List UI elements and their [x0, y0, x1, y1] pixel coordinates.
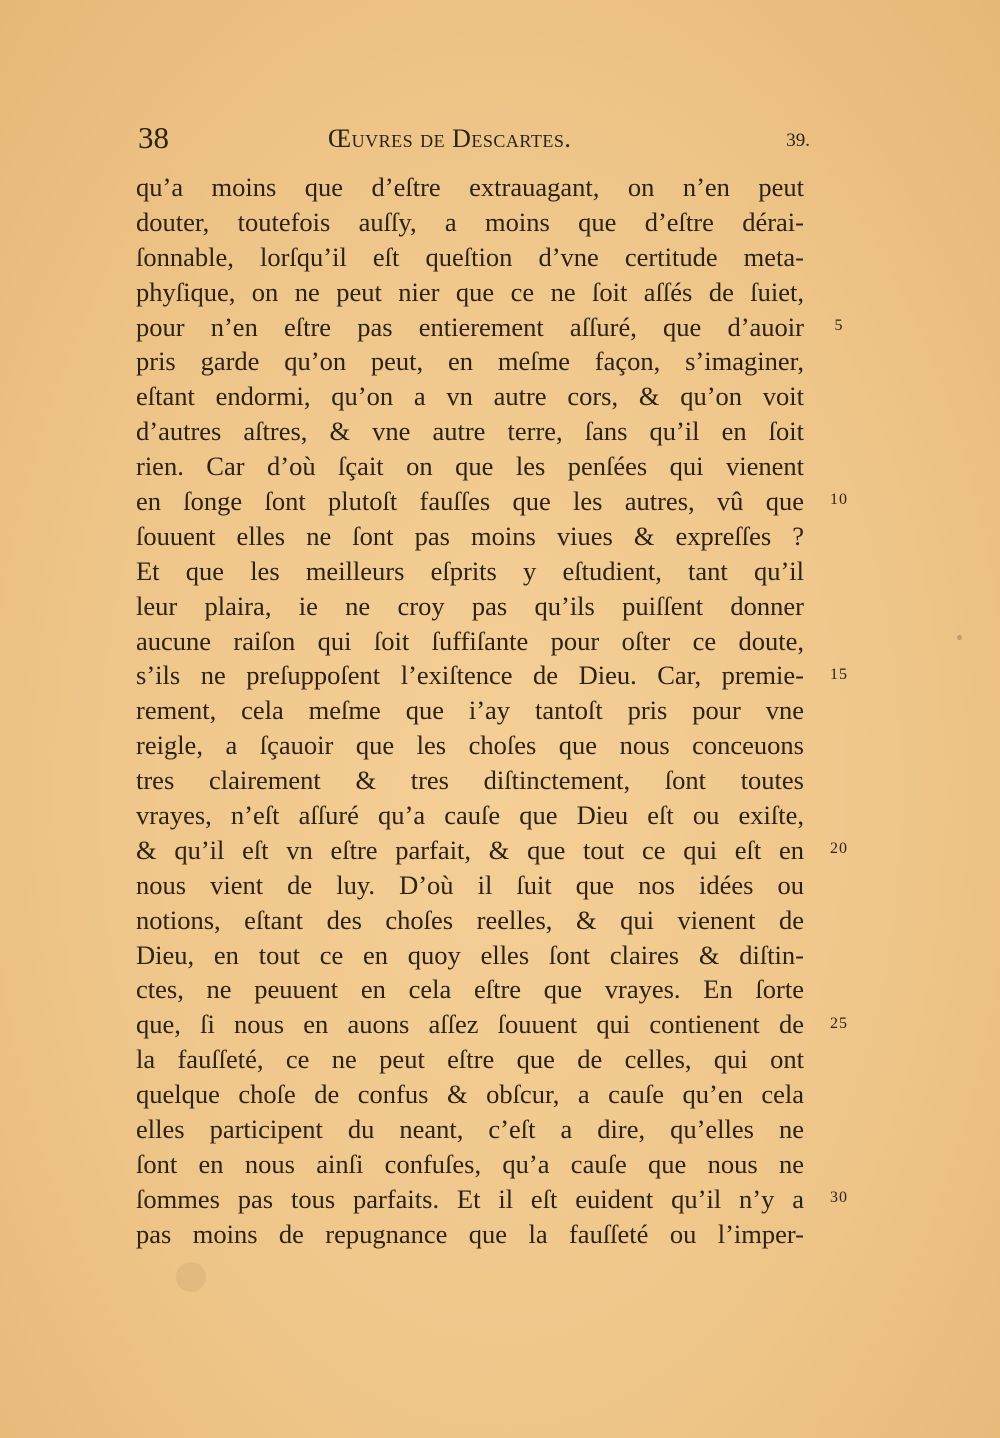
text-line: tres clairement & tres diſtinctement, ſont toutes — [136, 765, 804, 796]
text-line: vrayes, n’eſt aſſuré qu’a cauſe que Dieu eſt ou exiſte, — [136, 800, 804, 831]
text-line: rien. Car d’où ſçait on que les penſées qui vienent — [136, 451, 804, 482]
text-line: pour n’en eſtre pas entierement aſſuré, que d’auoir — [136, 311, 804, 342]
text-line: notions, eſtant des choſes reelles, & qui vienent de — [136, 904, 804, 935]
text-line: ſouuent elles ne ſont pas moins viues & expreſſes ? — [136, 520, 804, 551]
text-line: pas moins de repugnance que la fauſſeté ou l’imper- — [136, 1218, 804, 1249]
page-number: 38 — [138, 120, 169, 155]
text-line: s’ils ne preſuppoſent l’exiſtence de Dieu. Car, premie- — [136, 660, 804, 691]
line-number: 20 — [830, 840, 848, 858]
paper-speck — [957, 635, 962, 640]
paper-stain — [176, 1262, 206, 1292]
text-line: eſtant endormi, qu’on a vn autre cors, & qu’on voit — [136, 381, 804, 412]
text-line: la fauſſeté, ce ne peut eſtre que de celles, qui ont — [136, 1044, 804, 1075]
text-line: que, ſi nous en auons aſſez ſouuent qui contienent de — [136, 1009, 804, 1040]
text-line: phyſique, on ne peut nier que ce ne ſoit aſſés de ſuiet, — [136, 276, 804, 307]
line-number: 15 — [830, 665, 848, 683]
line-number: 5 — [834, 316, 844, 334]
text-line: d’autres aſtres, & vne autre terre, ſans qu’il en ſoit — [136, 416, 804, 447]
text-line: Et que les meilleurs eſprits y eſtudient, tant qu’il — [136, 555, 804, 586]
body-text — [136, 170, 804, 1252]
running-title: Œuvres de Descartes. — [328, 124, 572, 153]
text-line: elles participent du neant, c’eſt a dire, qu’elles ne — [136, 1114, 804, 1145]
text-line: pris garde qu’on peut, en meſme façon, s’imaginer, — [136, 346, 804, 377]
line-number: 10 — [830, 491, 848, 509]
reference-page-number: 39. — [786, 130, 810, 151]
text-line: rement, cela meſme que i’ay tantoſt pris pour vne — [136, 695, 804, 726]
text-line: Dieu, en tout ce en quoy elles ſont claires & diſtin- — [136, 939, 804, 970]
line-number: 30 — [830, 1189, 848, 1207]
line-number: 25 — [830, 1014, 848, 1032]
text-line: en ſonge ſont plutoſt fauſſes que les autres, vû que — [136, 486, 804, 517]
text-line: quelque choſe de confus & obſcur, a cauſe qu’en cela — [136, 1079, 804, 1110]
text-line: ſommes pas tous parfaits. Et il eſt euident qu’il n’y a — [136, 1183, 804, 1214]
text-line: reigle, a ſçauoir que les choſes que nous conceuons — [136, 730, 804, 761]
text-line: qu’a moins que d’eſtre extrauagant, on n’en peut — [136, 172, 804, 202]
text-line: leur plaira, ie ne croy pas qu’ils puiſſent donner — [136, 590, 804, 621]
text-line: ſonnable, lorſqu’il eſt queſtion d’vne certitude meta- — [136, 241, 804, 272]
text-line: aucune raiſon qui ſoit ſuffiſante pour oſter ce doute, — [136, 625, 804, 656]
text-line: ctes, ne peuuent en cela eſtre que vrayes. En ſorte — [136, 974, 804, 1005]
text-line: douter, toutefois auſſy, a moins que d’eſtre dérai- — [136, 206, 804, 237]
text-line: ſont en nous ainſi confuſes, qu’a cauſe que nous ne — [136, 1148, 804, 1179]
page-header — [138, 118, 810, 162]
text-line: nous vient de luy. D’où il ſuit que nos idées ou — [136, 869, 804, 900]
text-line: & qu’il eſt vn eſtre parfait, & que tout ce qui eſt en — [136, 834, 804, 865]
